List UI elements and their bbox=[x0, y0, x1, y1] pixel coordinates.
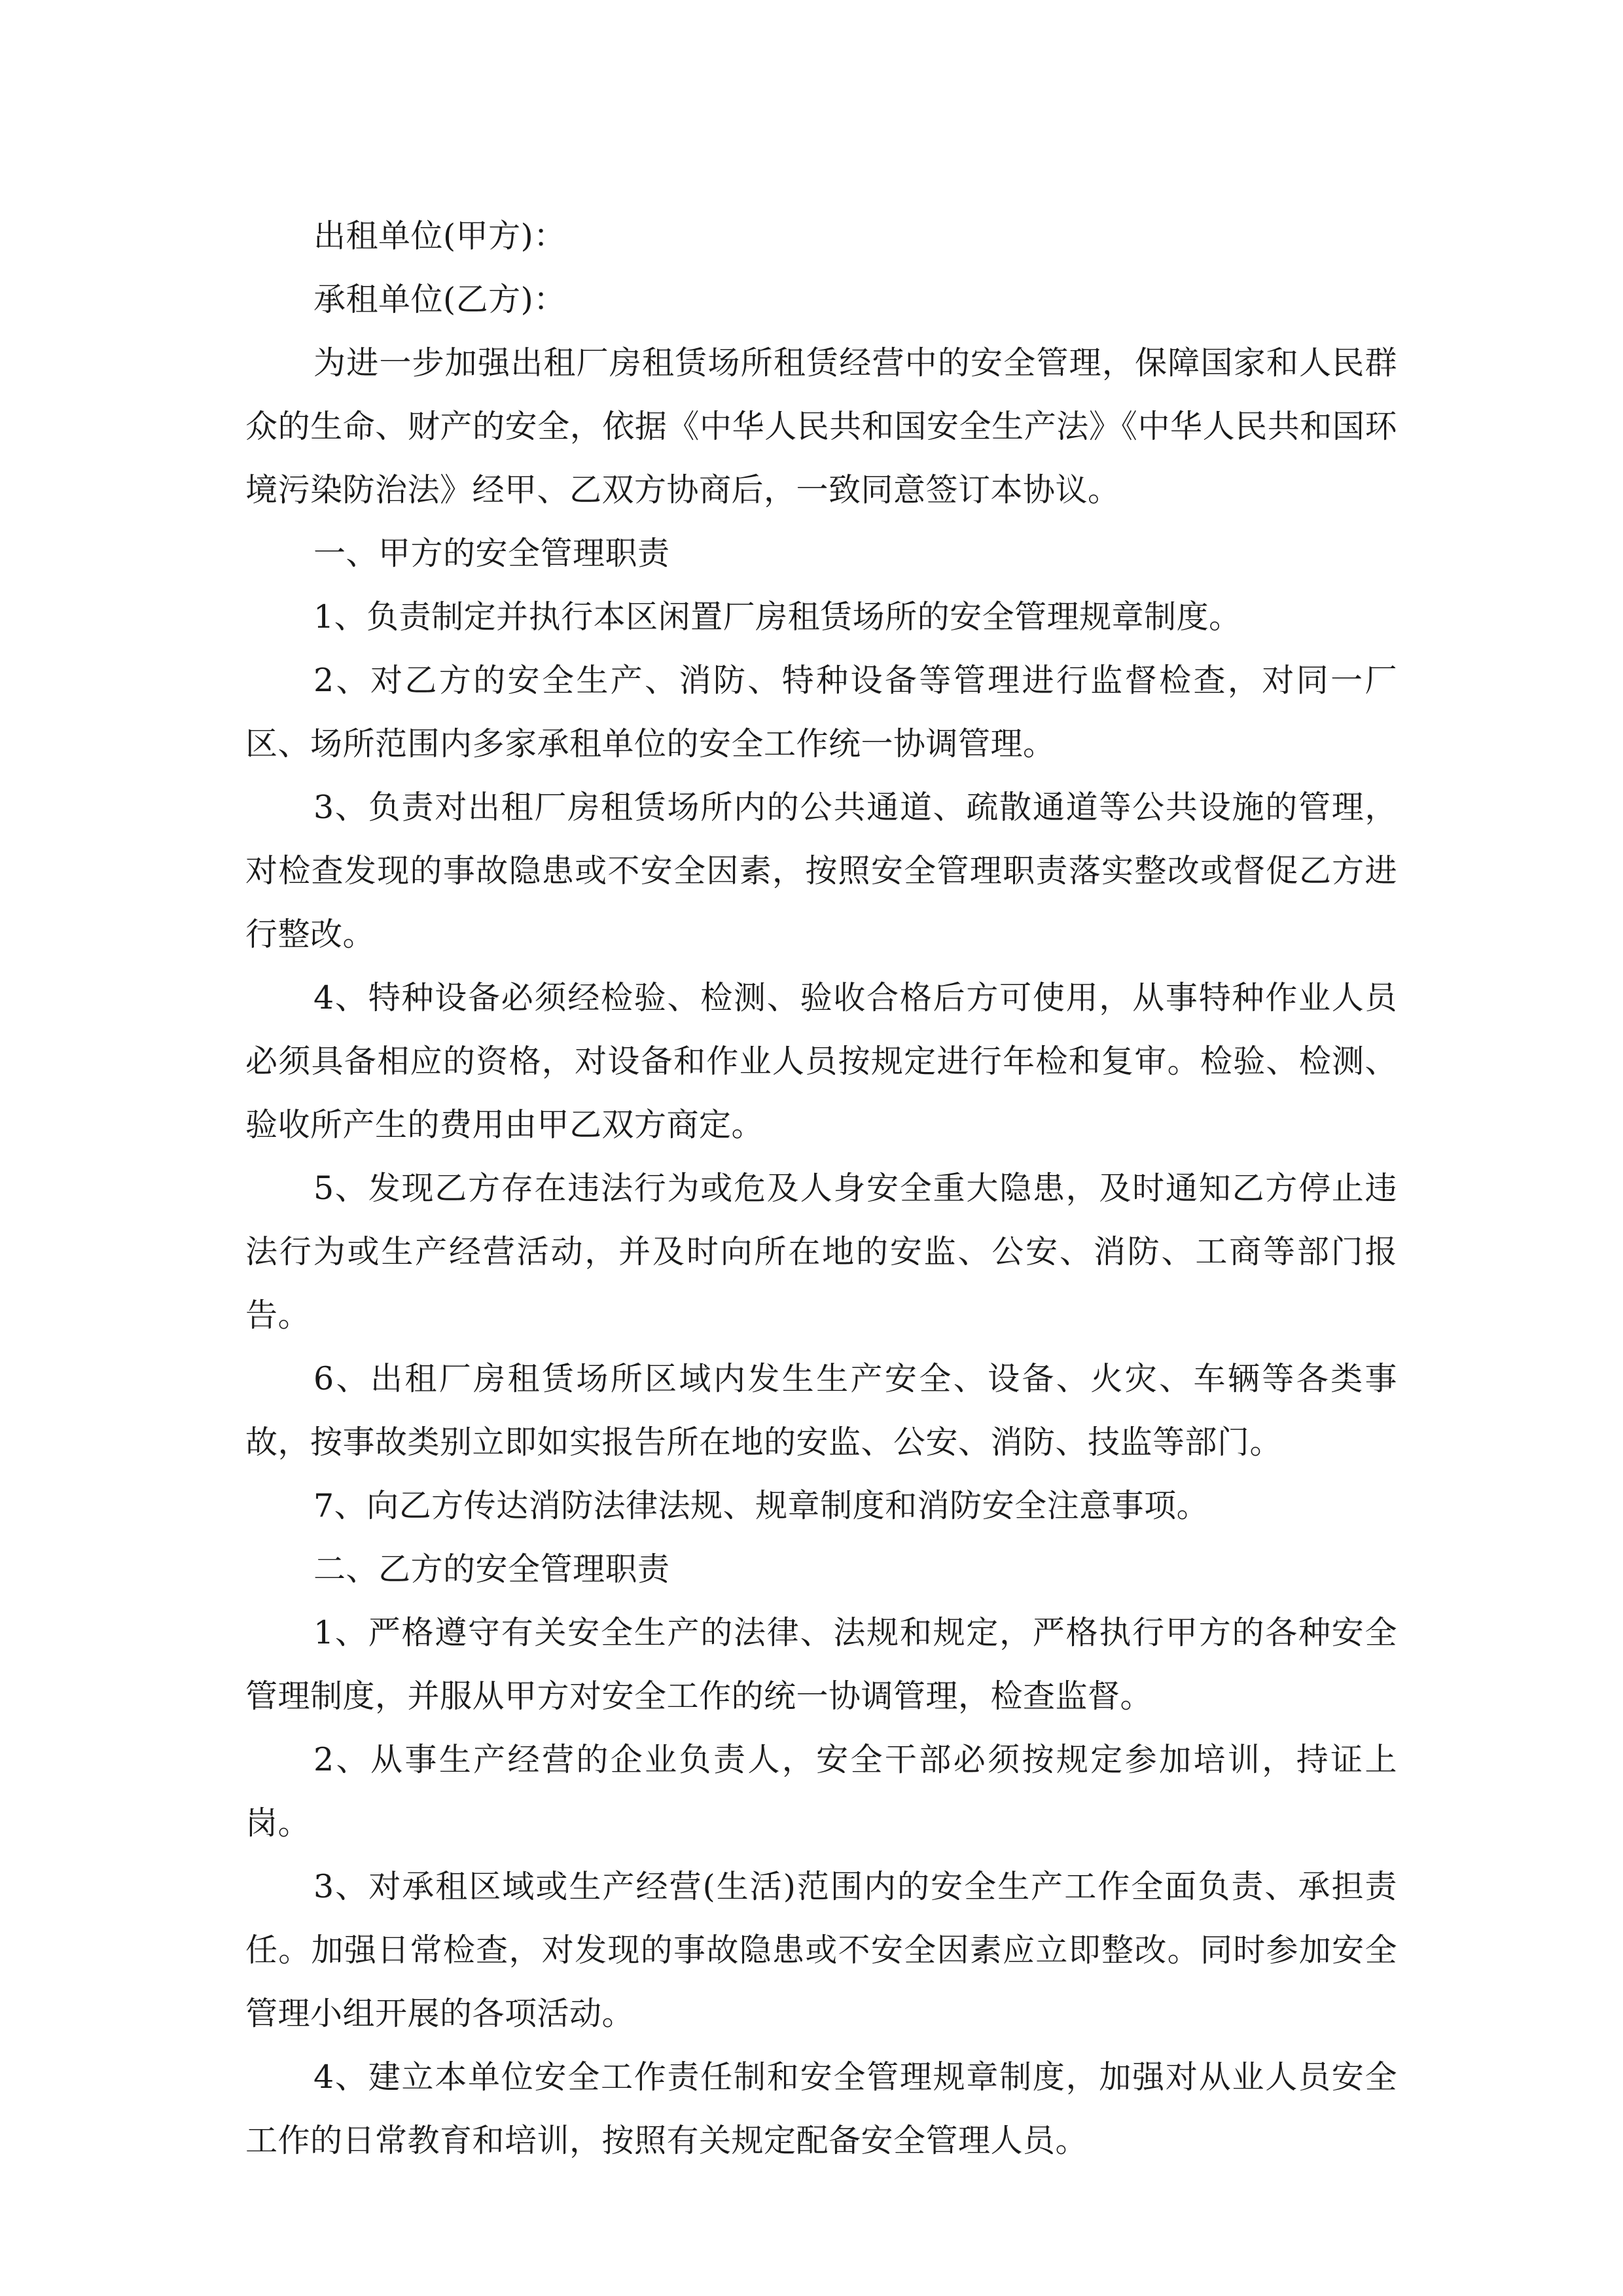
party-a-clause-1: 1、负责制定并执行本区闲置厂房租赁场所的安全管理规章制度。 bbox=[313, 598, 1241, 636]
party-a-clause-3: 3、负责对出租厂房租赁场所内的公共通道、疏散通道等公共设施的管理，对检查发现的事故隐患或不安全因素，按照安全管理职责落实整改或督促乙方进行整改。 bbox=[245, 789, 1397, 953]
section-heading-party-a: 一、甲方的安全管理职责 bbox=[313, 535, 670, 572]
party-a-clause-6: 6、出租厂房租赁场所区域内发生生产安全、设备、火灾、车辆等各类事故，按事故类别立即如实报告所在地的安监、公安、消防、技监等部门。 bbox=[245, 1360, 1397, 1461]
party-b-clause-1: 1、严格遵守有关安全生产的法律、法规和规定，严格执行甲方的各种安全管理制度，并服从甲方对安全工作的统一协调管理，检查监督。 bbox=[245, 1614, 1397, 1715]
party-b-clause-4: 4、建立本单位安全工作责任制和安全管理规章制度，加强对从业人员安全工作的日常教育和培训，按照有关规定配备安全管理人员。 bbox=[245, 2058, 1397, 2159]
lessor-line: 出租单位(甲方)： bbox=[313, 217, 566, 255]
section-heading-party-b: 二、乙方的安全管理职责 bbox=[313, 1551, 670, 1588]
party-a-clause-7: 7、向乙方传达消防法律法规、规章制度和消防安全注意事项。 bbox=[313, 1487, 1209, 1524]
lessee-line: 承租单位(乙方)： bbox=[313, 281, 566, 318]
party-a-clause-2: 2、对乙方的安全生产、消防、特种设备等管理进行监督检查，对同一厂区、场所范围内多家承租单位的安全工作统一协调管理。 bbox=[245, 662, 1397, 762]
preamble-paragraph: 为进一步加强出租厂房租赁场所租赁经营中的安全管理，保障国家和人民群众的生命、财产的安全，依据《中华人民共和国安全生产法》《中华人民共和国环境污染防治法》经甲、乙双方协商后，一致同意签订本协议。 bbox=[245, 344, 1397, 509]
document-body bbox=[245, 204, 1397, 2172]
party-a-clause-5: 5、发现乙方存在违法行为或危及人身安全重大隐患，及时通知乙方停止违法行为或生产经营活动，并及时向所在地的安监、公安、消防、工商等部门报告。 bbox=[245, 1170, 1397, 1334]
party-b-clause-2: 2、从事生产经营的企业负责人，安全干部必须按规定参加培训，持证上岗。 bbox=[245, 1741, 1397, 1842]
party-a-clause-4: 4、特种设备必须经检验、检测、验收合格后方可使用，从事特种作业人员必须具备相应的资格，对设备和作业人员按规定进行年检和复审。检验、检测、验收所产生的费用由甲乙双方商定。 bbox=[245, 979, 1397, 1143]
party-b-clause-3: 3、对承租区域或生产经营(生活)范围内的安全生产工作全面负责、承担责任。加强日常检查，对发现的事故隐患或不安全因素应立即整改。同时参加安全管理小组开展的各项活动。 bbox=[245, 1868, 1397, 2032]
